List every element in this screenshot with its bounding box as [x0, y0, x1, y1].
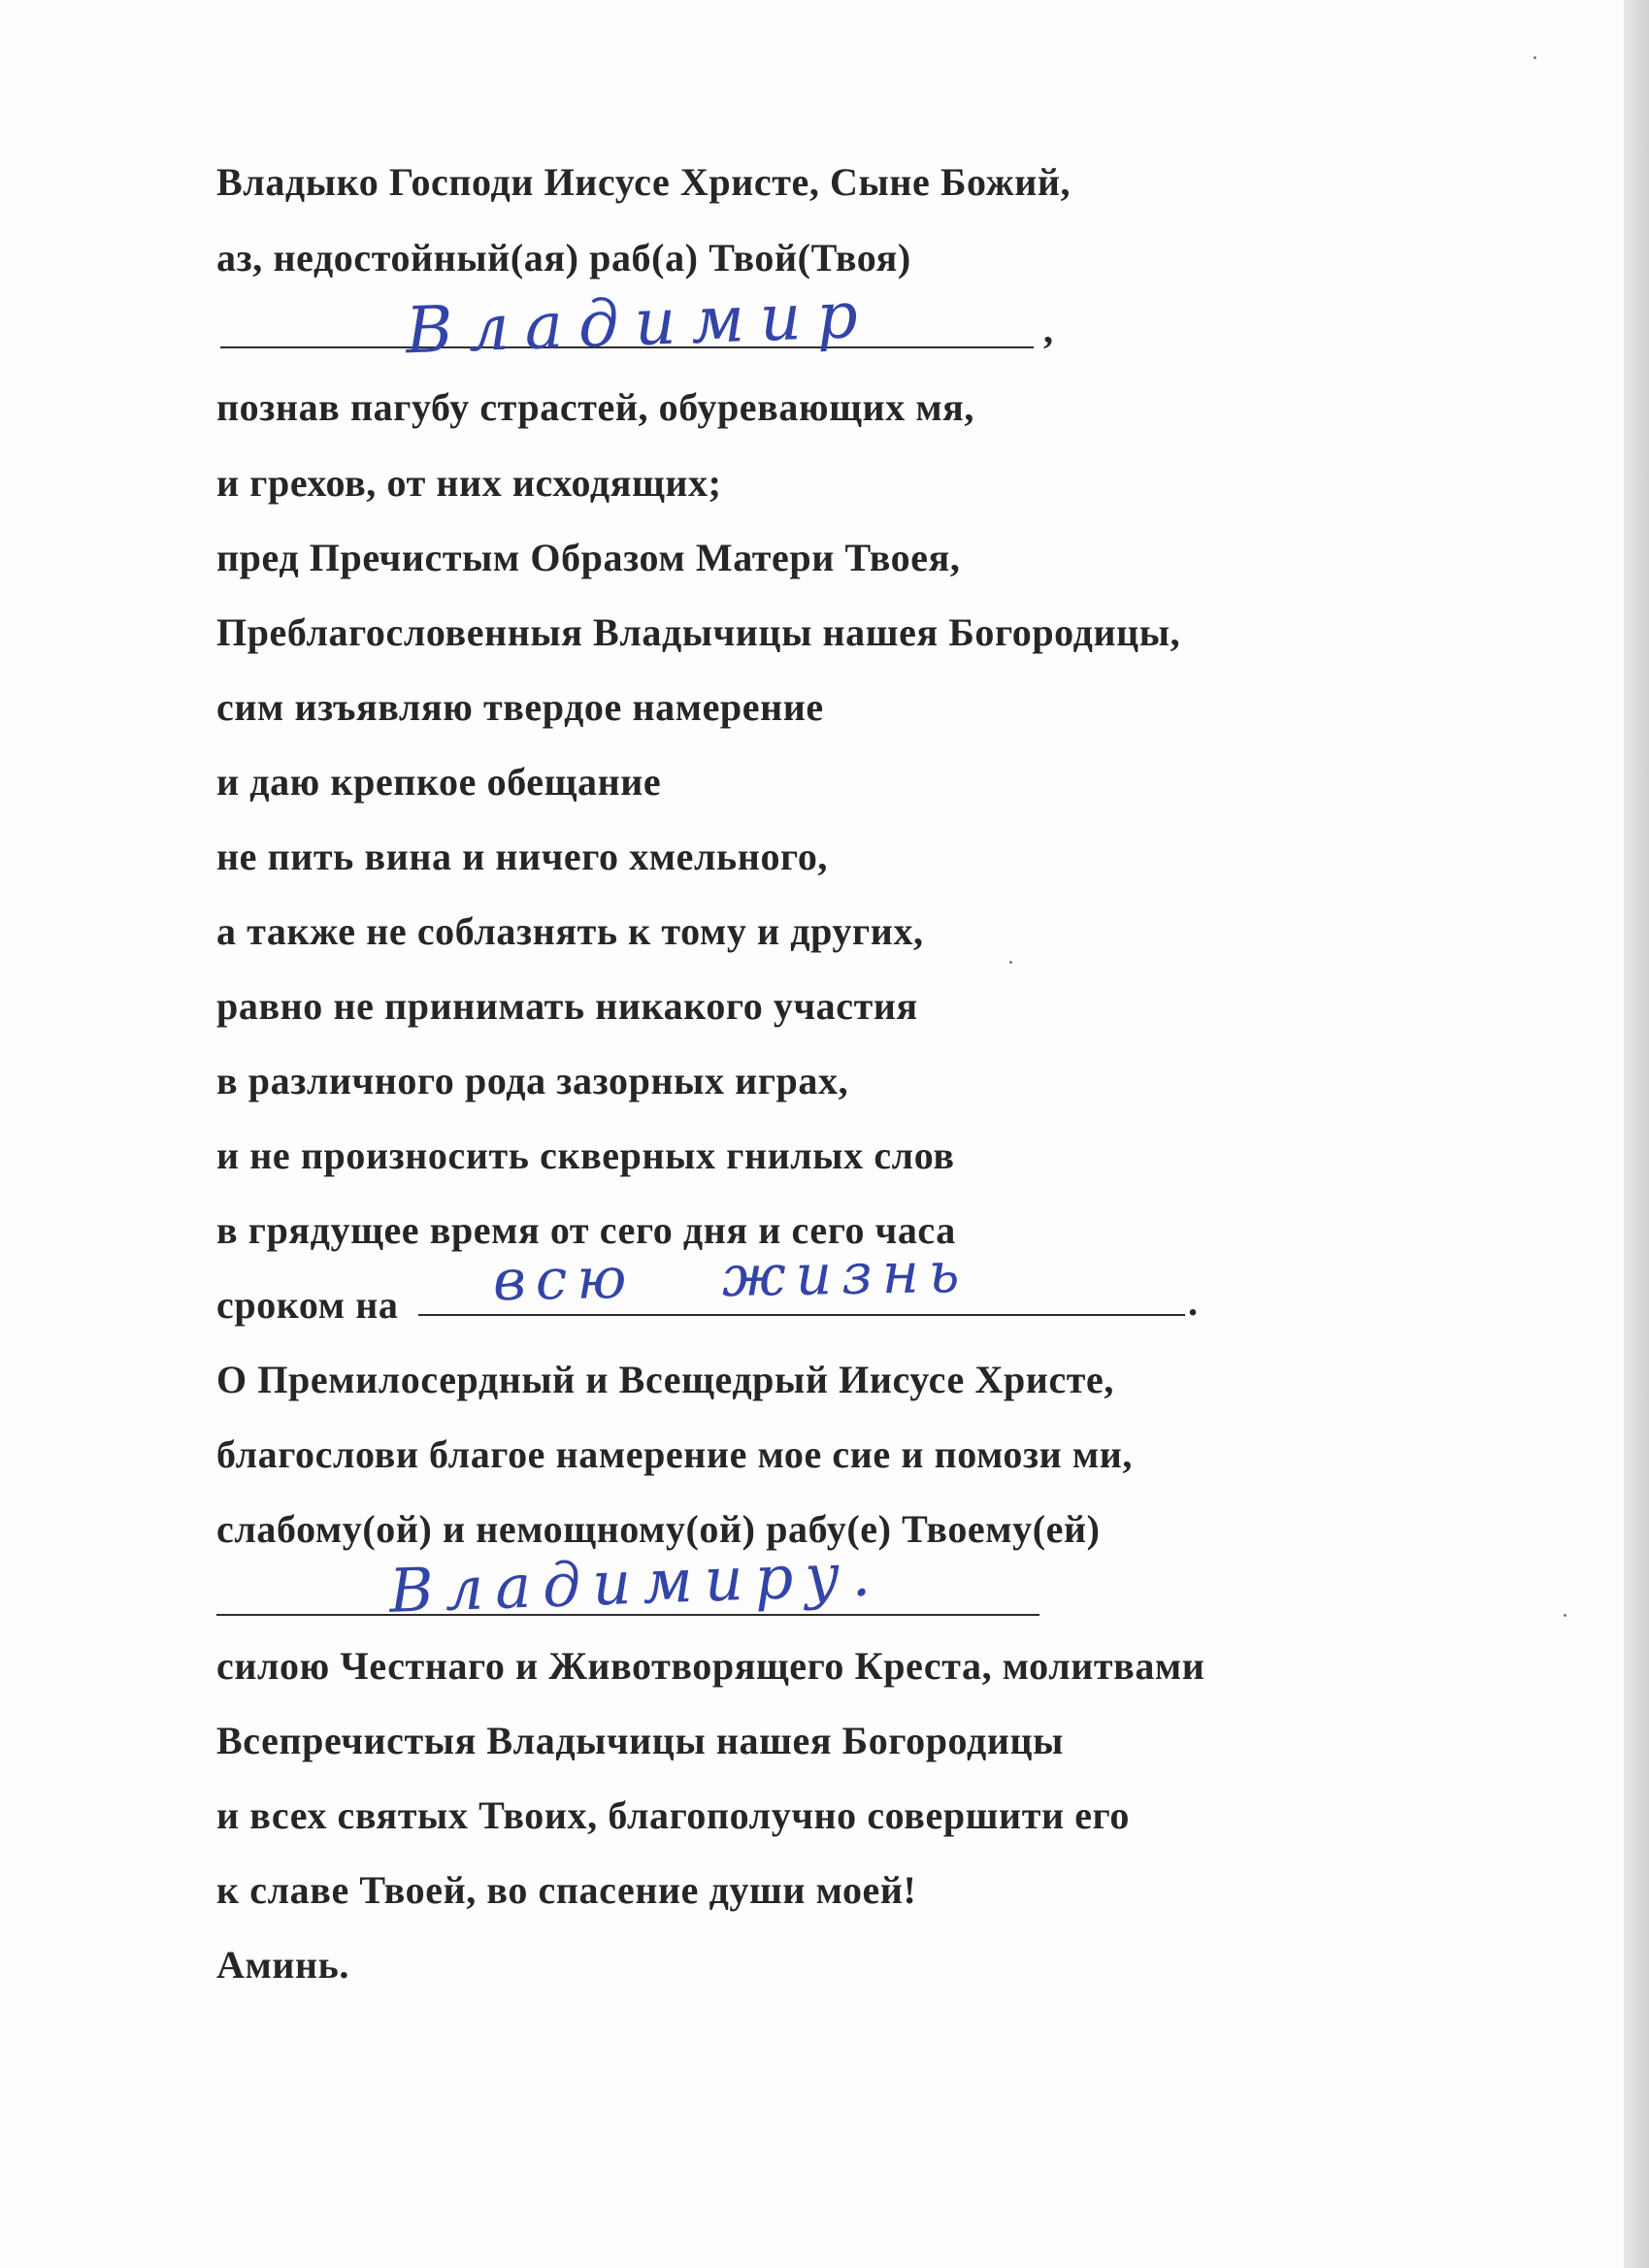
text-line: и всех святых Твоих, благополучно совершити его	[216, 1793, 1130, 1837]
period-after-term: .	[1188, 1280, 1198, 1324]
text-line: Преблагословенныя Владычицы нашея Богородицы,	[216, 610, 1181, 654]
text-line: и даю крепкое обещание	[216, 760, 662, 804]
text-line: не пить вина и ничего хмельного,	[216, 835, 829, 878]
handwritten-name-dative: Владимиру.	[387, 1538, 884, 1627]
scan-edge-shadow	[1624, 0, 1649, 2268]
text-line: силою Честнаго и Животворящего Креста, молитвами	[216, 1644, 1205, 1688]
comma-after-name: ,	[1043, 308, 1053, 351]
text-line: пред Пречистым Образом Матери Твоея,	[216, 536, 961, 579]
text-line: сим изъявляю твердое намерение	[216, 685, 824, 729]
handwritten-term: всю жизнь	[492, 1238, 971, 1314]
text-line-amen: Аминь.	[216, 1943, 349, 1987]
text-line: к славе Твоей, во спасение души моей!	[216, 1868, 917, 1912]
text-line: Всепречистыя Владычицы нашея Богородицы	[216, 1719, 1064, 1762]
term-blank-line	[418, 1314, 1185, 1316]
text-line: и не произносить скверных гнилых слов	[216, 1134, 955, 1177]
text-line: в грядущее время от сего дня и сего часа	[216, 1208, 956, 1252]
text-line: аз, недостойный(ая) раб(а) Твой(Твоя)	[216, 236, 911, 279]
text-line: Владыко Господи Иисусе Христе, Сыне Божий,	[216, 160, 1072, 204]
text-line: а также не соблазнять к тому и других,	[216, 909, 924, 953]
handwritten-name: Владимир	[404, 277, 874, 369]
text-line: равно не принимать никакого участия	[216, 984, 918, 1028]
scan-speck	[1564, 1614, 1567, 1617]
scan-speck	[1009, 961, 1012, 964]
text-line-term-label: сроком на	[216, 1283, 399, 1327]
text-line: познав пагубу страстей, обуревающих мя,	[216, 385, 975, 429]
text-line: в различного рода зазорных играх,	[216, 1059, 849, 1102]
text-line: благослови благое намерение мое сие и помози ми,	[216, 1432, 1134, 1476]
scan-speck	[1534, 56, 1536, 59]
text-line: и грехов, от них исходящих;	[216, 461, 722, 505]
text-line: слабому(ой) и немощному(ой) рабу(е) Твоему(ей)	[216, 1507, 1101, 1551]
text-line: О Премилосердный и Всещедрый Иисусе Христе,	[216, 1358, 1114, 1401]
